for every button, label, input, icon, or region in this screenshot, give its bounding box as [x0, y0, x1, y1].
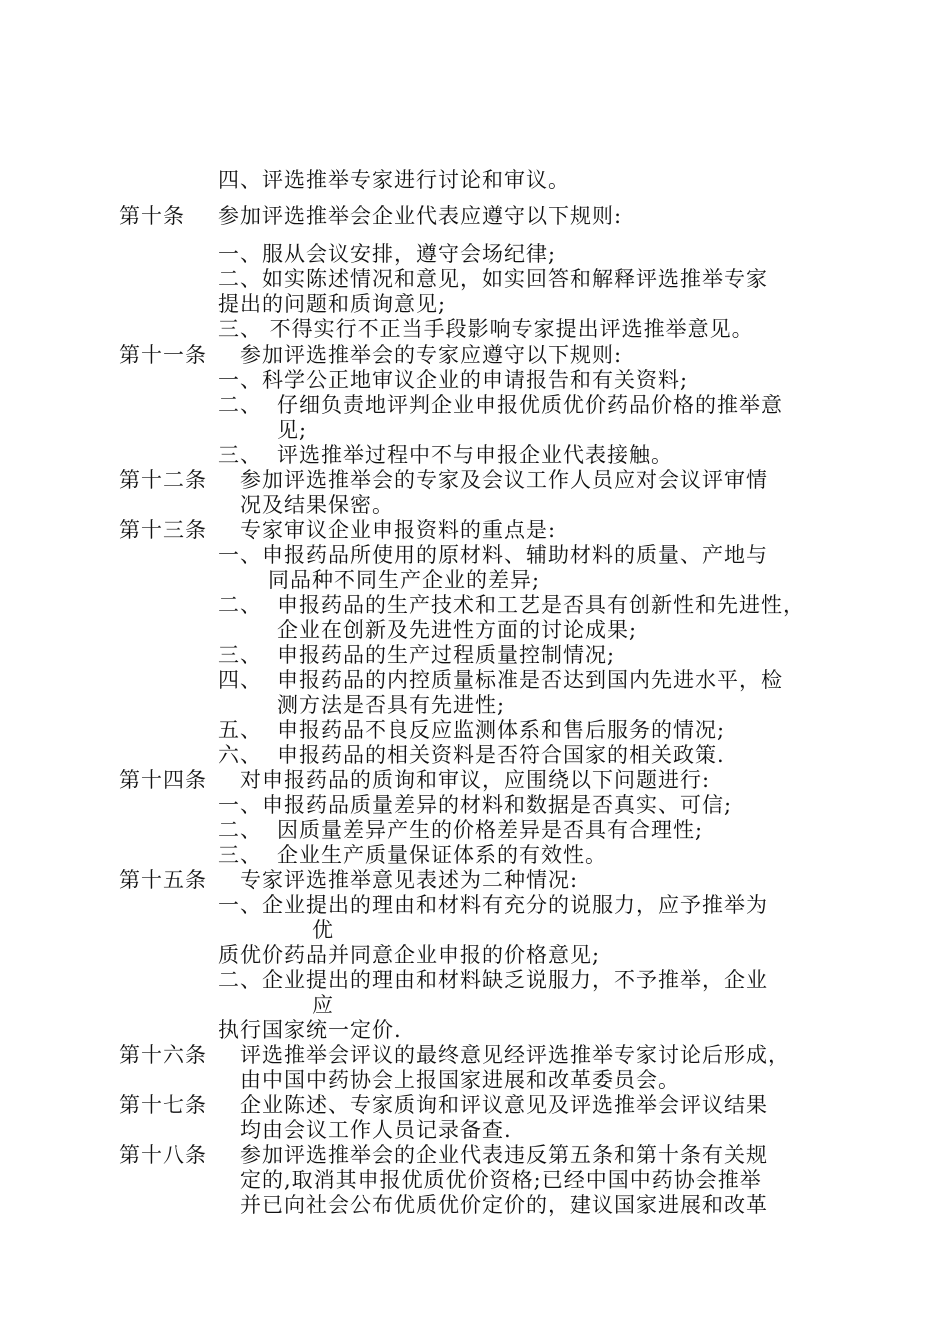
list-marker: 三、 [218, 843, 262, 867]
text-line: 同品种不同生产企业的差异; [268, 568, 541, 592]
text-line: 一、申报药品所使用的原材料、辅助材料的质量、产地与 [218, 543, 768, 567]
text-line: 一、服从会议安排，遵守会场纪律; [218, 242, 557, 266]
text-line: 申报药品的相关资料是否符合国家的相关政策. [277, 743, 725, 767]
text-line: 参加评选推举会的专家应遵守以下规则: [240, 343, 623, 367]
article-number: 第十八条 [119, 1143, 207, 1167]
text-line: 评选推举过程中不与申报企业代表接触。 [277, 443, 673, 467]
list-marker: 二、 [218, 393, 262, 417]
text-line: 定的,取消其申报优质优价资格;已经中国中药协会推举 [240, 1168, 762, 1192]
text-line: 由中国中药协会上报国家进展和改革委员会。 [240, 1068, 680, 1092]
text-line: 申报药品不良反应监测体系和售后服务的情况; [277, 718, 726, 742]
text-line: 二、企业提出的理由和材料缺乏说服力，不予推举，企业 [218, 968, 768, 992]
article-number: 第十一条 [119, 343, 207, 367]
text-line: 见; [277, 418, 308, 442]
text-line: 专家评选推举意见表述为二种情况: [240, 868, 579, 892]
text-line: 三、 不得实行不正当手段影响专家提出评选推举意见。 [218, 317, 754, 341]
text-line: 专家审议企业申报资料的重点是: [240, 518, 557, 542]
text-line: 参加评选推举会的专家及会议工作人员应对会议评审情 [240, 468, 768, 492]
text-line: 评选推举会评议的最终意见经评选推举专家讨论后形成， [240, 1043, 790, 1067]
text-line: 申报药品的生产过程质量控制情况; [277, 643, 616, 667]
text-line: 并已向社会公布优质优价定价的，建议国家进展和改革 [240, 1193, 768, 1217]
text-line: 企业在创新及先进性方面的讨论成果; [277, 618, 638, 642]
list-marker: 六、 [218, 743, 262, 767]
list-marker: 四、 [218, 668, 262, 692]
text-line: 企业生产质量保证体系的有效性。 [277, 843, 607, 867]
text-line: 提出的问题和质询意见; [218, 292, 447, 316]
text-line: 参加评选推举会企业代表应遵守以下规则: [218, 204, 623, 228]
text-line: 一、企业提出的理由和材料有充分的说服力，应予推举为 [218, 893, 768, 917]
text-line: 均由会议工作人员记录备查. [240, 1118, 512, 1142]
article-number: 第十三条 [119, 518, 207, 542]
article-number: 第十七条 [119, 1093, 207, 1117]
text-line: 仔细负责地评判企业申报优质优价药品价格的推举意 [277, 393, 783, 417]
text-line: 申报药品的生产技术和工艺是否具有创新性和先进性， [277, 593, 805, 617]
text-line: 对申报药品的质询和审议，应围绕以下问题进行: [240, 768, 711, 792]
text-line: 测方法是否具有先进性; [277, 693, 506, 717]
list-marker: 五、 [218, 718, 262, 742]
text-line: 执行国家统一定价. [218, 1018, 402, 1042]
list-marker: 三、 [218, 443, 262, 467]
text-line: 优 [312, 918, 334, 942]
text-line: 企业陈述、专家质询和评议意见及评选推举会评议结果 [240, 1093, 768, 1117]
text-line: 因质量差异产生的价格差异是否具有合理性; [277, 818, 704, 842]
article-number: 第十条 [119, 204, 185, 228]
list-marker: 二、 [218, 593, 262, 617]
article-number: 第十五条 [119, 868, 207, 892]
text-line: 一、申报药品质量差异的材料和数据是否真实、可信; [218, 793, 733, 817]
text-line: 质优价药品并同意企业申报的价格意见; [218, 943, 601, 967]
text-line: 应 [312, 993, 334, 1017]
text-line: 四、评选推举专家进行讨论和审议。 [218, 168, 570, 192]
text-line: 一、科学公正地审议企业的申请报告和有关资料; [218, 368, 689, 392]
text-line: 申报药品的内控质量标准是否达到国内先进水平，检 [277, 668, 783, 692]
text-line: 二、如实陈述情况和意见，如实回答和解释评选推举专家 [218, 267, 768, 291]
text-line: 参加评选推举会的企业代表违反第五条和第十条有关规 [240, 1143, 768, 1167]
list-marker: 二、 [218, 818, 262, 842]
text-line: 况及结果保密。 [240, 493, 394, 517]
article-number: 第十六条 [119, 1043, 207, 1067]
list-marker: 三、 [218, 643, 262, 667]
article-number: 第十二条 [119, 468, 207, 492]
article-number: 第十四条 [119, 768, 207, 792]
